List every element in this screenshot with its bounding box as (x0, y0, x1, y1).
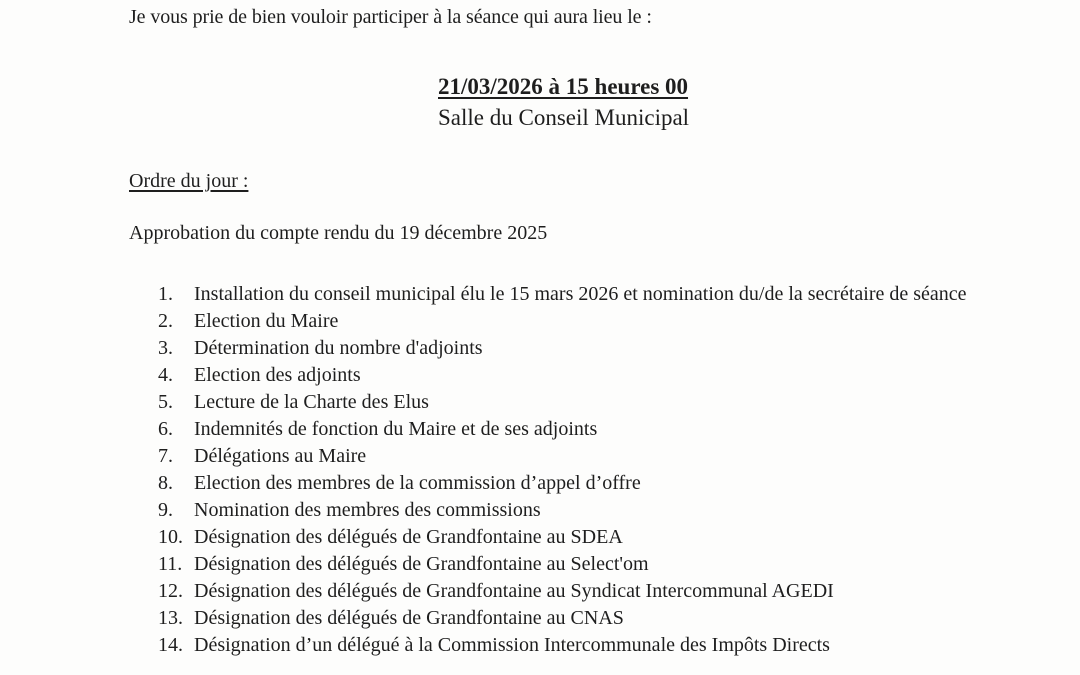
agenda-item-number: 11. (158, 553, 183, 575)
agenda-item-number: 7. (158, 445, 173, 467)
agenda-item-text: Installation du conseil municipal élu le 15 mars 2026 et nomination du/de la secrétaire de séance (194, 283, 967, 305)
agenda-item-number: 2. (158, 310, 173, 332)
agenda-item-number: 10. (158, 526, 183, 548)
agenda-item (158, 524, 988, 551)
agenda-item-text: Indemnités de fonction du Maire et de ses adjoints (194, 418, 598, 440)
agenda-item-number: 5. (158, 391, 173, 413)
agenda-item (158, 308, 988, 335)
agenda-item (158, 362, 988, 389)
agenda-item-number: 9. (158, 499, 173, 521)
agenda-heading: Ordre du jour : (129, 170, 249, 192)
agenda-item-text: Désignation des délégués de Grandfontaine au Syndicat Intercommunal AGEDI (194, 580, 834, 602)
agenda-item-text: Lecture de la Charte des Elus (194, 391, 429, 413)
agenda-item-text: Nomination des membres des commissions (194, 499, 541, 521)
agenda-item-text: Désignation des délégués de Grandfontaine au SDEA (194, 526, 623, 548)
agenda-item-text: Désignation d’un délégué à la Commission Intercommunale des Impôts Directs (194, 634, 830, 656)
agenda-item (158, 416, 988, 443)
agenda-item (158, 497, 988, 524)
agenda-item (158, 470, 988, 497)
agenda-item (158, 632, 988, 659)
agenda-item (158, 443, 988, 470)
agenda-item-number: 8. (158, 472, 173, 494)
approval-line: Approbation du compte rendu du 19 décembre 2025 (129, 222, 548, 244)
agenda-item (158, 335, 988, 362)
agenda-item-number: 1. (158, 283, 173, 305)
agenda-item (158, 578, 988, 605)
agenda-item-number: 6. (158, 418, 173, 440)
agenda-item-number: 12. (158, 580, 183, 602)
agenda-item-number: 3. (158, 337, 173, 359)
meeting-place: Salle du Conseil Municipal (438, 105, 690, 130)
agenda-item-text: Election du Maire (194, 310, 339, 332)
agenda-item-text: Détermination du nombre d'adjoints (194, 337, 483, 359)
agenda-item-text: Désignation des délégués de Grandfontaine au CNAS (194, 607, 624, 629)
agenda-item-text: Election des adjoints (194, 364, 361, 386)
agenda-item (158, 281, 988, 308)
agenda-item-number: 4. (158, 364, 173, 386)
agenda-item-text: Election des membres de la commission d’appel d’offre (194, 472, 641, 494)
agenda-item-text: Délégations au Maire (194, 445, 367, 467)
agenda-item (158, 389, 988, 416)
agenda-item-number: 13. (158, 607, 183, 629)
agenda-list (158, 281, 988, 659)
agenda-item (158, 605, 988, 632)
intro-text: Je vous prie de bien vouloir participer à la séance qui aura lieu le : (129, 6, 652, 28)
meeting-date-time: 21/03/2026 à 15 heures 00 (438, 74, 689, 99)
agenda-item-text: Désignation des délégués de Grandfontaine au Select'om (194, 553, 649, 575)
agenda-item (158, 551, 988, 578)
agenda-item-number: 14. (158, 634, 183, 656)
